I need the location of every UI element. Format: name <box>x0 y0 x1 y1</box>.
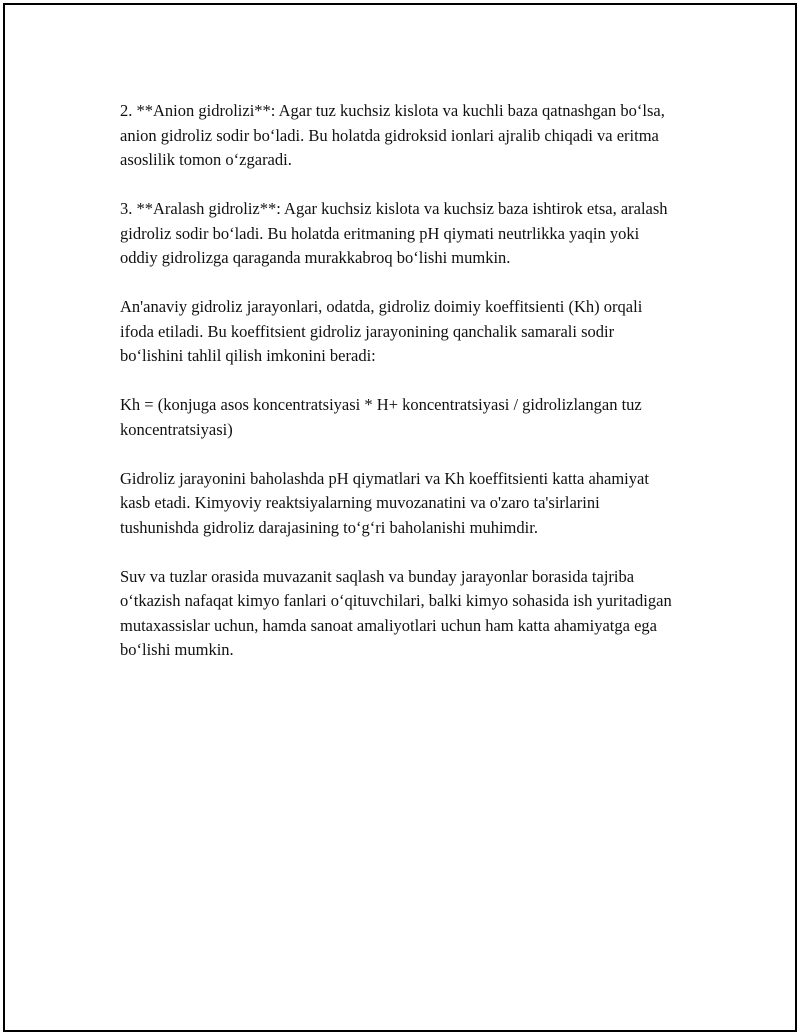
document-page <box>3 3 797 1032</box>
paragraph-conclusion: Suv va tuzlar orasida muvazanit saqlash va bunday jarayonlar borasida tajriba o‘tkazish nafaqat kimyo fanlari o‘qituvchilari, balki kimyo sohasida ish yuritadigan mutaxassislar uchun, hamda sanoat amaliyotlari uchun ham katta ahamiyatga ega bo‘lishi mumkin. <box>120 566 672 659</box>
paragraph-kh-formula: Kh = (konjuga asos koncentratsiyasi * H+ koncentratsiyasi / gidrolizlangan tuz koncentratsiyasi) <box>120 395 642 439</box>
document-body <box>120 99 680 687</box>
paragraph-mixed-hydrolysis: 3. **Aralash gidroliz**: Agar kuchsiz kislota va kuchsiz baza ishtirok etsa, aralash gidroliz sodir bo‘ladi. Bu holatda eritmaning pH qiymati neutrlikka yaqin yoki oddiy gidrolizga qaraganda murakkabroq bo‘lishi mumkin. <box>120 199 668 267</box>
paragraph-anion-hydrolysis: 2. **Anion gidrolizi**: Agar tuz kuchsiz kislota va kuchli baza qatnashgan bo‘lsa, anion gidroliz sodir bo‘ladi. Bu holatda gidroksid ionlari ajralib chiqadi va eritma asoslilik tomon o‘zgaradi. <box>120 101 665 169</box>
paragraph-hydrolysis-constant: An'anaviy gidroliz jarayonlari, odatda, gidroliz doimiy koeffitsienti (Kh) orqali ifoda etiladi. Bu koeffitsient gidroliz jarayonining qanchalik samarali sodir bo‘lishini tahlil qilish imkonini beradi: <box>120 297 643 365</box>
paragraph-ph-evaluation: Gidroliz jarayonini baholashda pH qiymatlari va Kh koeffitsienti katta ahamiyat kasb etadi. Kimyoviy reaktsiyalarning muvozanatini va o'zaro ta'sirlarini tushunishda gidroliz darajasining to‘g‘ri baholanishi muhimdir. <box>120 468 649 537</box>
